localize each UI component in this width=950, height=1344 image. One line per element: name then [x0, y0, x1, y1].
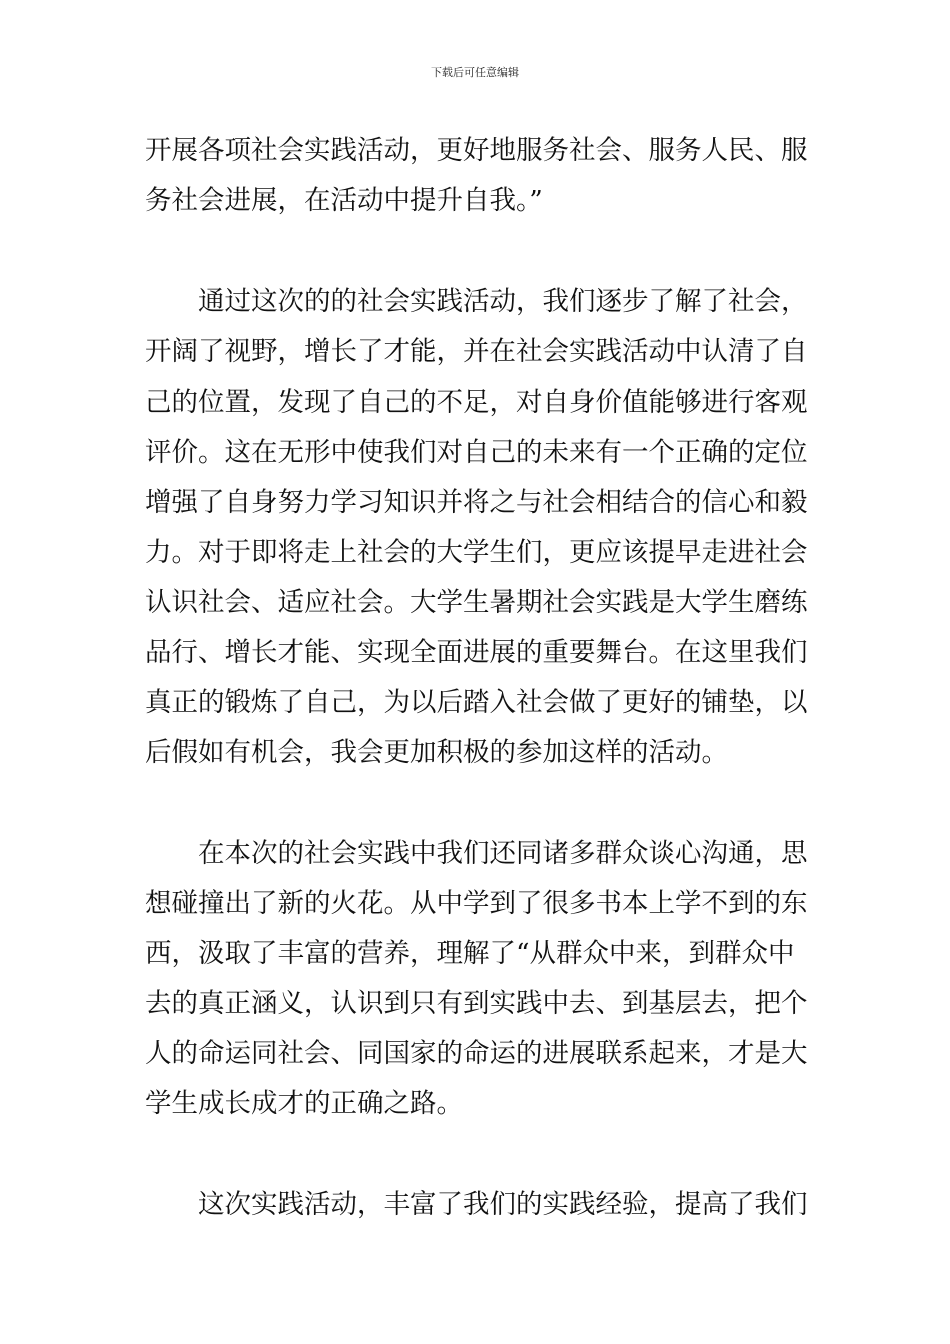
text-line: 后假如有机会，我会更加积极的参加这样的活动。 [145, 737, 728, 768]
text-line: 真正的锻炼了自己，为以后踏入社会做了更好的铺垫，以 [145, 687, 808, 718]
text-line: 增强了自身努力学习知识并将之与社会相结合的信心和毅 [145, 487, 808, 518]
text-line: 开阔了视野，增长了才能，并在社会实践活动中认清了自 [145, 336, 808, 367]
text-line: 西，汲取了丰富的营养，理解了“从群众中来，到群众中 [145, 938, 795, 969]
text-line: 力。对于即将走上社会的大学生们，更应该提早走进社会 [145, 537, 808, 568]
text-line: 开展各项社会实践活动，更好地服务社会、服务人民、服 [145, 135, 808, 166]
text-line: 想碰撞出了新的火花。从中学到了很多书本上学不到的东 [145, 888, 808, 919]
text-line: 人的命运同社会、同国家的命运的进展联系起来，才是大 [145, 1038, 808, 1069]
text-line: 认识社会、适应社会。大学生暑期社会实践是大学生磨练 [145, 587, 808, 618]
page-header: 下载后可任意编辑 [431, 66, 519, 79]
text-line: 这次实践活动，丰富了我们的实践经验，提高了我们 [145, 1189, 808, 1220]
text-line: 学生成长成才的正确之路。 [145, 1088, 463, 1119]
text-line: 在本次的社会实践中我们还同诸多群众谈心沟通，思 [145, 838, 808, 869]
text-line: 评价。这在无形中使我们对自己的未来有一个正确的定位 [145, 437, 808, 468]
text-line: 品行、增长才能、实现全面进展的重要舞台。在这里我们 [145, 637, 808, 668]
text-line: 通过这次的的社会实践活动，我们逐步了解了社会， [145, 286, 808, 317]
text-line: 务社会进展，在活动中提升自我。” [145, 185, 543, 216]
text-line: 去的真正涵义，认识到只有到实践中去、到基层去，把个 [145, 988, 808, 1019]
text-line: 己的位置，发现了自己的不足，对自身价值能够进行客观 [145, 387, 808, 418]
